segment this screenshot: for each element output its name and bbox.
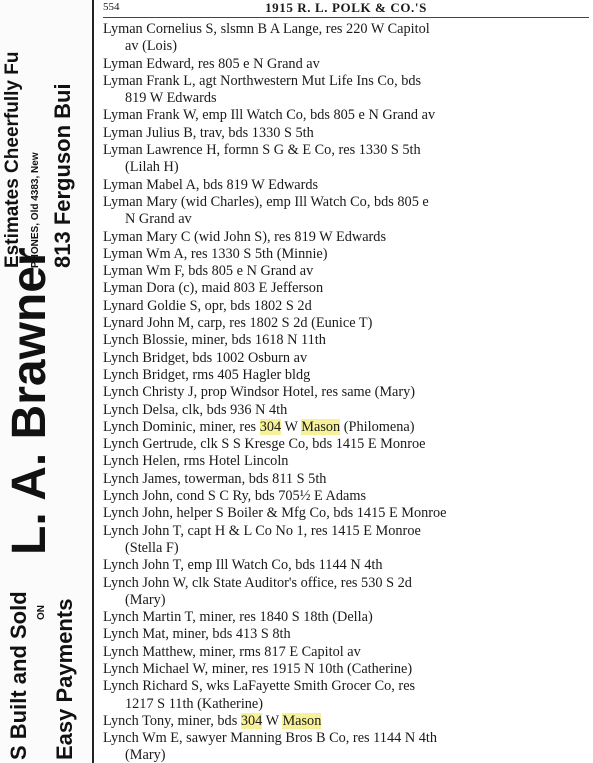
highlighted-street: Mason [301,418,341,435]
entry-surname: Lynch [103,332,139,349]
entry-text: Bridget, bds 1002 Osburn av [142,349,308,366]
directory-entry [103,505,589,522]
directory-entry [103,298,589,315]
entry-text: Delsa, clk, bds 936 N 4th [142,401,288,418]
directory-entry [103,661,589,678]
directory-entry [103,194,589,211]
directory-entry [103,644,589,661]
entry-text: Frank L, agt Northwestern Mut Life Ins Co, bds [146,72,422,89]
entry-text: (Mary) [125,747,166,763]
directory-entry [103,523,589,540]
page-number: 554 [103,1,120,13]
highlighted-number: 304 [240,712,263,729]
directory-entry [103,436,589,453]
directory-entry [103,107,589,124]
entry-text: James, towerman, bds 811 S 5th [142,470,327,487]
ad-easy-payments: Easy Payments [52,598,77,760]
entry-surname: Lynch [103,626,139,643]
directory-entry [103,350,589,367]
entry-text: Julius B, trav, bds 1330 S 5th [146,124,314,141]
directory-entry [103,177,589,194]
entry-continuation [103,540,589,557]
entry-text: Helen, rms Hotel Lincoln [142,453,289,470]
advertisement-sidebar [0,0,92,763]
directory-entry [103,488,589,505]
entry-text: Mabel A, bds 819 W Edwards [146,176,319,193]
directory-entry [103,263,589,280]
ad-estimates: Estimates Cheerfully Fu [2,51,23,268]
entry-surname: Lynch [103,557,139,574]
entry-text: Mat, miner, bds 413 S 8th [142,626,291,643]
directory-entry [103,730,589,747]
entry-text: Goldie S, opr, bds 1802 S 2d [147,297,312,314]
entry-continuation [103,159,589,176]
directory-entry [103,125,589,142]
entry-text: Bridget, rms 405 Hagler bldg [142,366,311,383]
directory-entry [103,575,589,592]
entry-text: Edward, res 805 e N Grand av [146,55,320,72]
entry-text: Gertrude, clk S S Kresge Co, bds 1415 E Monroe [142,436,426,453]
entry-text: John, helper S Boiler & Mfg Co, bds 1415 E Monroe [142,505,447,522]
page-header [103,0,589,18]
entry-surname: Lynch [103,453,139,470]
entry-continuation [103,747,589,763]
entry-continuation [103,90,589,107]
entry-text: Michael W, miner, res 1915 N 10th (Catherine) [142,660,413,677]
entry-text: W [262,712,283,729]
entry-surname: Lyman [103,107,143,124]
entry-surname: Lyman [103,176,143,193]
entry-surname: Lynch [103,505,139,522]
entry-text: 819 W Edwards [125,90,217,107]
entry-text: Christy J, prop Windsor Hotel, res same (Mary) [142,384,416,401]
entry-text: Dominic, miner, res [142,418,260,435]
entry-surname: Lyman [103,193,143,210]
directory-entry [103,332,589,349]
entry-text: Wm E, sawyer Manning Bros B Co, res 1144 N 4th [142,730,437,747]
directory-page [103,0,589,763]
sidebar-divider [92,0,94,763]
highlighted-number: 304 [259,418,282,435]
entry-text: Martin T, miner, res 1840 S 18th (Della) [142,609,373,626]
directory-entry [103,229,589,246]
directory-entry [103,246,589,263]
highlighted-street: Mason [282,712,322,729]
directory-entry [103,402,589,419]
entry-text: (Mary) [125,591,166,608]
entry-text: Frank W, emp Ill Watch Co, bds 805 e N Grand av [146,107,436,124]
directory-entry [103,142,589,159]
entry-text: (Lilah H) [125,159,179,176]
entry-text: Mary C (wid John S), res 819 W Edwards [146,228,387,245]
entry-surname: Lynch [103,488,139,505]
entry-text: N Grand av [125,211,192,228]
entry-text: Cornelius S, slsmn B A Lange, res 220 W Capitol [146,21,430,37]
entry-text: John T, emp Ill Watch Co, bds 1144 N 4th [142,557,383,574]
entry-surname: Lyman [103,124,143,141]
entry-surname: Lynch [103,730,139,747]
entry-text: Lawrence H, formn S G & E Co, res 1330 S 5th [146,142,421,159]
entry-surname: Lyman [103,142,143,159]
entry-text: John W, clk State Auditor's office, res 530 S 2d [142,574,412,591]
entry-text: W [281,418,302,435]
entry-text: Matthew, miner, rms 817 E Capitol av [142,643,361,660]
directory-entry [103,626,589,643]
ad-phones: PHONES, Old 4383, New [30,152,41,268]
directory-entry [103,384,589,401]
page-title: 1915 R. L. POLK & CO.'S [265,0,427,15]
entry-surname: Lynch [103,436,139,453]
entry-text: Mary (wid Charles), emp Ill Watch Co, bds 805 e [146,193,429,210]
directory-entry [103,367,589,384]
entry-surname: Lynch [103,366,139,383]
entry-text: av (Lois) [125,38,178,55]
ad-on: ON [36,605,47,620]
directory-entry [103,609,589,626]
entry-text: Richard S, wks LaFayette Smith Grocer Co, res [142,678,416,695]
ad-ferguson-address: 813 Ferguson Bui [50,83,75,268]
entry-surname: Lynch [103,418,139,435]
entry-text: Wm A, res 1330 S 5th (Minnie) [146,245,328,262]
entry-surname: Lyman [103,21,143,37]
entry-surname: Lynard [103,297,144,314]
entry-surname: Lynch [103,384,139,401]
entry-continuation [103,592,589,609]
entry-text: John, cond S C Ry, bds 705½ E Adams [142,488,367,505]
directory-entry [103,73,589,90]
entry-surname: Lyman [103,263,143,280]
entry-text: (Philomena) [340,418,415,435]
entry-text: Blossie, miner, bds 1618 N 11th [142,332,326,349]
entry-text: John T, capt H & L Co No 1, res 1415 E Monroe [142,522,421,539]
directory-entry [103,419,589,436]
directory-entry [103,21,589,38]
entry-surname: Lynch [103,574,139,591]
directory-entry [103,557,589,574]
entry-text: Wm F, bds 805 e N Grand av [146,263,314,280]
entry-surname: Lynch [103,349,139,366]
entry-text: John M, carp, res 1802 S 2d (Eunice T) [147,315,373,332]
entry-surname: Lyman [103,72,143,89]
directory-entries [103,18,589,763]
entry-continuation [103,38,589,55]
directory-entry [103,471,589,488]
directory-entry [103,713,589,730]
entry-surname: Lynch [103,522,139,539]
entry-surname: Lynch [103,401,139,418]
entry-text: Tony, miner, bds [142,712,241,729]
entry-surname: Lyman [103,55,143,72]
entry-surname: Lyman [103,245,143,262]
entry-surname: Lynch [103,678,139,695]
directory-entry [103,280,589,297]
entry-surname: Lynard [103,315,144,332]
entry-continuation [103,696,589,713]
directory-entry [103,315,589,332]
entry-surname: Lyman [103,280,143,297]
ad-brawner-name: L. A. Brawner [3,247,56,555]
directory-entry [103,453,589,470]
directory-entry [103,56,589,73]
entry-surname: Lynch [103,660,139,677]
ad-built-and-sold: S Built and Sold [6,591,31,760]
entry-surname: Lyman [103,228,143,245]
entry-text: (Stella F) [125,539,179,556]
entry-surname: Lynch [103,470,139,487]
entry-surname: Lynch [103,643,139,660]
entry-surname: Lynch [103,609,139,626]
entry-text: 1217 S 11th (Katherine) [125,695,264,712]
entry-surname: Lynch [103,712,139,729]
directory-entry [103,678,589,695]
entry-continuation [103,211,589,228]
entry-text: Dora (c), maid 803 E Jefferson [146,280,324,297]
